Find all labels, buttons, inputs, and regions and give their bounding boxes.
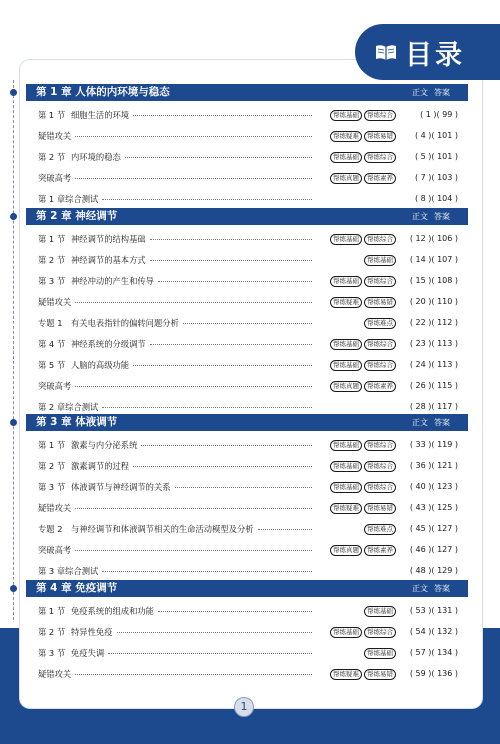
practice-badge: 帮练基础 <box>330 110 362 121</box>
chapter-title: 第 3 章 体液调节 <box>26 414 468 431</box>
section-title: 有关电表指针的偏转问题分析 <box>71 318 179 328</box>
practice-badge: 帮练素养 <box>364 173 396 184</box>
toc-entry[interactable] <box>38 359 458 371</box>
practice-badge: 帮练综合 <box>364 482 396 493</box>
section-label: 第 1 节 <box>38 606 66 616</box>
badge-group <box>316 503 396 514</box>
col-label-answer: 答案 <box>434 584 450 593</box>
badge-group <box>316 234 396 245</box>
practice-badge: 帮练基础 <box>330 276 362 287</box>
page-refs: ( 4 )( 101 ) <box>414 131 458 140</box>
practice-badge: 帮练基础 <box>330 360 362 371</box>
section-title: 神经系统的分级调节 <box>71 339 146 349</box>
column-labels <box>406 208 450 225</box>
badge-group <box>316 669 396 680</box>
page-refs: ( 1 )( 99 ) <box>420 110 458 119</box>
practice-badge: 帮练真题 <box>330 545 362 556</box>
badge-group <box>316 360 396 371</box>
toc-entry[interactable] <box>38 233 458 245</box>
section-title: 免疫失调 <box>71 648 105 658</box>
section-label: 第 5 节 <box>38 360 66 370</box>
practice-badge: 帮练基础 <box>364 648 396 659</box>
section-label: 专题 1 <box>38 318 63 328</box>
toc-entry[interactable] <box>38 317 458 329</box>
chapter-title: 第 2 章 神经调节 <box>26 208 468 225</box>
practice-badge: 帮练综合 <box>364 152 396 163</box>
toc-entry[interactable] <box>38 296 458 308</box>
section-label: 第 3 节 <box>38 482 66 492</box>
practice-badge: 帮练难点 <box>364 524 396 535</box>
toc-entry[interactable] <box>38 109 458 121</box>
badge-group <box>316 318 396 329</box>
col-label-answer: 答案 <box>434 88 450 97</box>
badge-group <box>316 131 396 142</box>
col-label-answer: 答案 <box>434 418 450 427</box>
practice-badge: 帮练易错 <box>364 669 396 680</box>
chapter-header[interactable] <box>26 414 468 431</box>
column-labels <box>406 84 450 101</box>
practice-badge: 帮练易错 <box>364 131 396 142</box>
leader-dots <box>75 674 312 675</box>
toc-entry[interactable] <box>38 565 458 577</box>
chapter-title: 第 4 章 免疫调节 <box>26 580 468 597</box>
section-title: 神经冲动的产生和传导 <box>71 276 154 286</box>
badge-group <box>316 627 396 638</box>
leader-dots <box>133 466 312 467</box>
chapter-bullet <box>10 585 17 592</box>
practice-badge: 帮练易错 <box>364 503 396 514</box>
badge-group <box>316 110 396 121</box>
section-title: 激素与内分泌系统 <box>71 440 138 450</box>
leader-dots <box>183 323 312 324</box>
col-label-text: 正文 <box>412 418 428 427</box>
leader-dots <box>133 365 312 366</box>
page-refs: ( 23 )( 113 ) <box>409 339 458 348</box>
page-refs: ( 43 )( 125 ) <box>409 503 458 512</box>
toc-entry[interactable] <box>38 523 458 535</box>
practice-badge: 帮练难点 <box>364 318 396 329</box>
section-label: 第 3 节 <box>38 648 66 658</box>
practice-badge: 帮练基础 <box>330 152 362 163</box>
toc-entry[interactable] <box>38 544 458 556</box>
practice-badge: 帮练疑难 <box>330 503 362 514</box>
leader-dots <box>102 571 312 572</box>
leader-dots <box>102 199 312 200</box>
practice-badge: 帮练素养 <box>364 545 396 556</box>
practice-badge: 帮练综合 <box>364 461 396 472</box>
chapter-bullet <box>10 89 17 96</box>
page-refs: ( 54 )( 132 ) <box>409 627 458 636</box>
leader-dots <box>133 115 312 116</box>
practice-badge: 帮练综合 <box>364 627 396 638</box>
page-refs: ( 14 )( 107 ) <box>409 255 458 264</box>
leader-dots <box>258 529 312 530</box>
page-refs: ( 46 )( 127 ) <box>409 545 458 554</box>
section-label: 疑错攻关 <box>38 131 72 141</box>
page-refs: ( 36 )( 121 ) <box>409 461 458 470</box>
practice-badge: 帮练疑难 <box>330 669 362 680</box>
chapter-header[interactable] <box>26 84 468 101</box>
badge-group <box>316 297 396 308</box>
practice-badge: 帮练基础 <box>330 627 362 638</box>
section-label: 第 1 章综合测试 <box>38 194 99 204</box>
section-title: 与神经调节和体液调节相关的生命活动模型及分析 <box>71 524 254 534</box>
practice-badge: 帮练综合 <box>364 440 396 451</box>
chapter-header[interactable] <box>26 580 468 597</box>
leader-dots <box>158 281 312 282</box>
chapter-bullet <box>10 213 17 220</box>
toc-entry[interactable] <box>38 481 458 493</box>
page-refs: ( 12 )( 106 ) <box>409 234 458 243</box>
leader-dots <box>108 653 312 654</box>
section-label: 突破高考 <box>38 173 72 183</box>
section-label: 第 3 章综合测试 <box>38 566 99 576</box>
practice-badge: 帮练易错 <box>364 297 396 308</box>
column-labels <box>406 580 450 597</box>
page-refs: ( 45 )( 127 ) <box>409 524 458 533</box>
section-label: 第 2 节 <box>38 152 66 162</box>
leader-dots <box>75 302 312 303</box>
open-book-icon <box>375 43 397 61</box>
section-label: 突破高考 <box>38 545 72 555</box>
section-label: 第 1 节 <box>38 110 66 120</box>
toc-entry[interactable] <box>38 338 458 350</box>
badge-group <box>316 440 396 451</box>
section-title: 体液调节与神经调节的关系 <box>71 482 171 492</box>
practice-badge: 帮练综合 <box>364 360 396 371</box>
toc-entry[interactable] <box>38 647 458 659</box>
leader-dots <box>117 632 313 633</box>
practice-badge: 帮练综合 <box>364 339 396 350</box>
leader-dots <box>75 386 312 387</box>
toc-entry[interactable] <box>38 439 458 451</box>
section-label: 第 2 节 <box>38 255 66 265</box>
practice-badge: 帮练综合 <box>364 234 396 245</box>
toc-entry[interactable] <box>38 668 458 680</box>
page-refs: ( 40 )( 123 ) <box>409 482 458 491</box>
leader-dots <box>175 487 312 488</box>
leader-dots <box>141 445 312 446</box>
page-refs: ( 33 )( 119 ) <box>409 440 458 449</box>
col-label-answer: 答案 <box>434 212 450 221</box>
leader-dots <box>158 611 312 612</box>
leader-dots <box>150 260 312 261</box>
section-title: 人脑的高级功能 <box>71 360 130 370</box>
badge-group <box>316 545 396 556</box>
toc-entry[interactable] <box>38 275 458 287</box>
page-refs: ( 15 )( 108 ) <box>409 276 458 285</box>
practice-badge: 帮练素养 <box>364 381 396 392</box>
toc-entry[interactable] <box>38 130 458 142</box>
page-refs: ( 8 )( 104 ) <box>414 194 458 203</box>
section-label: 疑错攻关 <box>38 297 72 307</box>
practice-badge: 帮练基础 <box>330 482 362 493</box>
section-label: 第 1 节 <box>38 440 66 450</box>
chapter-header[interactable] <box>26 208 468 225</box>
badge-group <box>316 648 396 659</box>
section-title: 神经调节的基本方式 <box>71 255 146 265</box>
col-label-text: 正文 <box>412 88 428 97</box>
toc-entry[interactable] <box>38 401 458 413</box>
practice-badge: 帮练真题 <box>330 173 362 184</box>
badge-group <box>316 152 396 163</box>
badge-group <box>316 606 396 617</box>
badge-group <box>316 339 396 350</box>
section-label: 突破高考 <box>38 381 72 391</box>
badge-group <box>316 255 396 266</box>
page-refs: ( 5 )( 101 ) <box>414 152 458 161</box>
page-refs: ( 22 )( 112 ) <box>409 318 458 327</box>
toc-entry[interactable] <box>38 380 458 392</box>
col-label-text: 正文 <box>412 212 428 221</box>
toc-entry[interactable] <box>38 193 458 205</box>
section-title: 激素调节的过程 <box>71 461 130 471</box>
practice-badge: 帮练综合 <box>364 276 396 287</box>
practice-badge: 帮练基础 <box>330 461 362 472</box>
section-label: 第 4 节 <box>38 339 66 349</box>
toc-entry[interactable] <box>38 605 458 617</box>
practice-badge: 帮练疑难 <box>330 131 362 142</box>
leader-dots <box>75 508 312 509</box>
practice-badge: 帮练基础 <box>330 339 362 350</box>
section-label: 第 3 节 <box>38 276 66 286</box>
page-number: 1 <box>234 697 254 717</box>
page-refs: ( 26 )( 115 ) <box>409 381 458 390</box>
section-label: 专题 2 <box>38 524 63 534</box>
section-title: 神经调节的结构基础 <box>71 234 146 244</box>
toc-entry[interactable] <box>38 151 458 163</box>
leader-dots <box>150 344 312 345</box>
chapter-title: 第 1 章 人体的内环境与稳态 <box>26 84 468 101</box>
sidebar-dashed-line <box>13 80 14 620</box>
badge-group <box>316 461 396 472</box>
practice-badge: 帮练基础 <box>330 440 362 451</box>
section-title: 免疫系统的组成和功能 <box>71 606 154 616</box>
page-refs: ( 53 )( 131 ) <box>409 606 458 615</box>
page-refs: ( 57 )( 134 ) <box>409 648 458 657</box>
section-label: 第 2 节 <box>38 461 66 471</box>
page-refs: ( 59 )( 136 ) <box>409 669 458 678</box>
page-refs: ( 24 )( 113 ) <box>409 360 458 369</box>
leader-dots <box>125 157 312 158</box>
leader-dots <box>75 178 312 179</box>
column-labels <box>406 414 450 431</box>
section-title: 内环境的稳态 <box>71 152 121 162</box>
page-refs: ( 20 )( 110 ) <box>409 297 458 306</box>
leader-dots <box>102 407 312 408</box>
section-label: 疑错攻关 <box>38 503 72 513</box>
section-title: 特异性免疫 <box>71 627 113 637</box>
practice-badge: 帮练基础 <box>364 606 396 617</box>
practice-badge: 帮练基础 <box>364 255 396 266</box>
badge-group <box>316 276 396 287</box>
section-label: 第 2 节 <box>38 627 66 637</box>
leader-dots <box>75 136 312 137</box>
badge-group <box>316 482 396 493</box>
practice-badge: 帮练真题 <box>330 381 362 392</box>
badge-group <box>316 524 396 535</box>
col-label-text: 正文 <box>412 584 428 593</box>
toc-entry[interactable] <box>38 626 458 638</box>
leader-dots <box>150 239 312 240</box>
section-label: 疑错攻关 <box>38 669 72 679</box>
leader-dots <box>75 550 312 551</box>
practice-badge: 帮练疑难 <box>330 297 362 308</box>
page-refs: ( 28 )( 117 ) <box>409 402 458 411</box>
toc-entry[interactable] <box>38 502 458 514</box>
section-label: 第 2 章综合测试 <box>38 402 99 412</box>
practice-badge: 帮练基础 <box>330 234 362 245</box>
page-title: 目录 <box>405 39 465 71</box>
section-title: 细胞生活的环境 <box>71 110 130 120</box>
section-label: 第 1 节 <box>38 234 66 244</box>
header-tab <box>355 24 500 80</box>
page-refs: ( 48 )( 129 ) <box>409 566 458 575</box>
badge-group <box>316 381 396 392</box>
toc-entry[interactable] <box>38 254 458 266</box>
practice-badge: 帮练综合 <box>364 110 396 121</box>
chapter-bullet <box>10 419 17 426</box>
page-refs: ( 7 )( 103 ) <box>414 173 458 182</box>
badge-group <box>316 173 396 184</box>
toc-entry[interactable] <box>38 172 458 184</box>
toc-entry[interactable] <box>38 460 458 472</box>
